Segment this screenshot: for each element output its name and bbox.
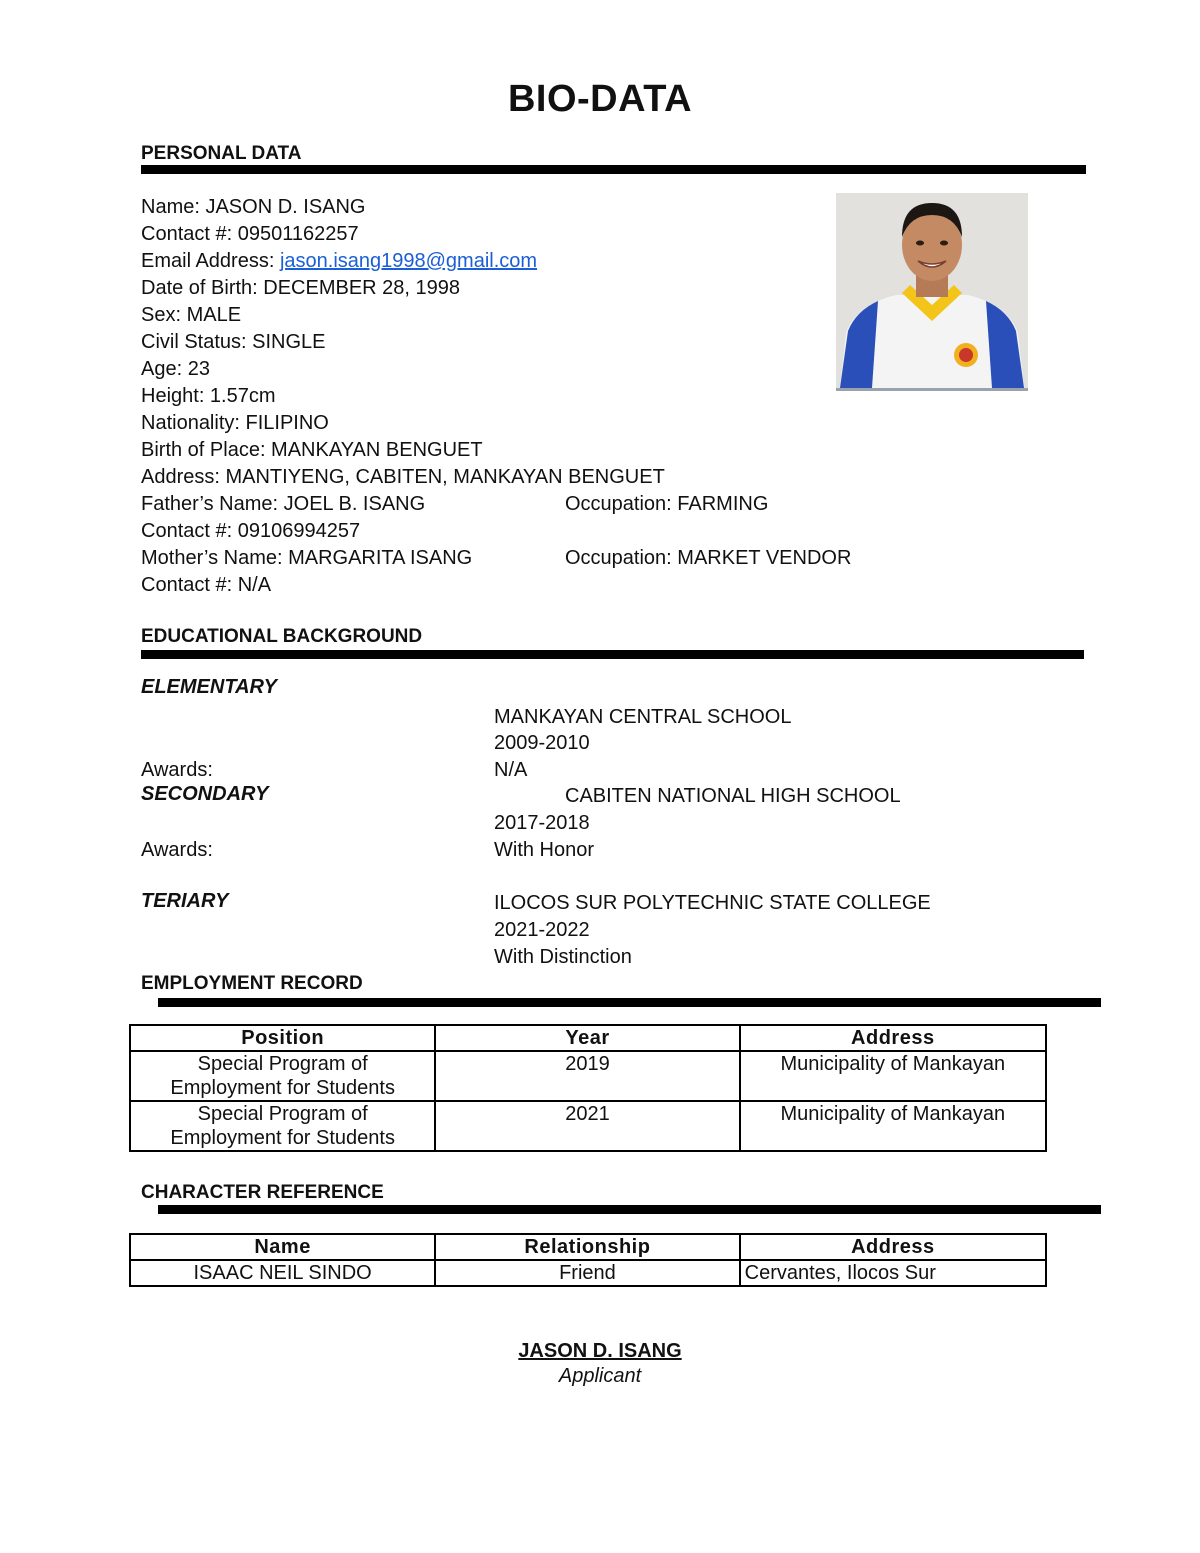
sex-line: Sex: MALE [141, 304, 242, 326]
tertiary-awards: With Distinction [494, 946, 632, 968]
year-cell: 2019 [435, 1051, 739, 1101]
father-occupation-line: Occupation: FARMING [565, 493, 769, 515]
applicant-photo [836, 193, 1028, 391]
table-row [130, 1051, 1046, 1101]
email-line [141, 248, 537, 275]
table-row [130, 1101, 1046, 1151]
page-title: BIO-DATA [507, 78, 693, 120]
secondary-school: CABITEN NATIONAL HIGH SCHOOL [565, 785, 901, 807]
tertiary-year: 2021-2022 [494, 919, 590, 941]
reference-heading: CHARACTER REFERENCE [141, 1182, 384, 1203]
address-line: Address: MANTIYENG, CABITEN, MANKAYAN BENGUET [141, 466, 665, 488]
column-header: Name [130, 1234, 435, 1260]
contact-line: Contact #: 09501162257 [141, 223, 359, 245]
secondary-year: 2017-2018 [494, 812, 590, 834]
elementary-awards: N/A [494, 759, 528, 781]
reference-name-cell: ISAAC NEIL SINDO [130, 1260, 435, 1286]
position-cell [130, 1101, 435, 1151]
dob-line: Date of Birth: DECEMBER 28, 1998 [141, 277, 461, 299]
elementary-awards-label: Awards: [141, 759, 213, 781]
name-line: Name: JASON D. ISANG [141, 196, 366, 218]
column-header: Address [740, 1234, 1046, 1260]
column-header: Address [740, 1025, 1046, 1051]
education-heading: EDUCATIONAL BACKGROUND [141, 626, 423, 647]
address-cell: Municipality of Mankayan [740, 1101, 1046, 1151]
reference-table [129, 1233, 1047, 1287]
tertiary-school: ILOCOS SUR POLYTECHNIC STATE COLLEGE [494, 892, 931, 914]
position-cell [130, 1051, 435, 1101]
portrait-image [836, 193, 1028, 388]
height-line: Height: 1.57cm [141, 385, 276, 407]
mother-occupation-line: Occupation: MARKET VENDOR [565, 547, 852, 569]
column-header: Position [130, 1025, 435, 1051]
mother-name-line: Mother’s Name: MARGARITA ISANG [141, 547, 473, 569]
address-cell: Municipality of Mankayan [740, 1051, 1046, 1101]
section-divider [141, 165, 1086, 174]
employment-table [129, 1024, 1047, 1152]
father-name-line: Father’s Name: JOEL B. ISANG [141, 493, 426, 515]
father-contact-line: Contact #: 09106994257 [141, 520, 361, 542]
address-cell: Cervantes, Ilocos Sur [740, 1260, 1046, 1286]
mother-contact-line: Contact #: N/A [141, 574, 272, 596]
nationality-line: Nationality: FILIPINO [141, 412, 329, 434]
column-header: Relationship [435, 1234, 739, 1260]
section-divider [158, 998, 1101, 1007]
secondary-label: SECONDARY [141, 783, 269, 805]
position-text: Special Program of [197, 1103, 368, 1125]
elementary-school: MANKAYAN CENTRAL SCHOOL [494, 706, 792, 728]
section-divider [141, 650, 1084, 659]
table-header-row [130, 1234, 1046, 1260]
year-cell: 2021 [435, 1101, 739, 1151]
position-text: Employment for Students [170, 1077, 395, 1099]
secondary-awards: With Honor [494, 839, 595, 861]
email-label: Email Address: [141, 250, 280, 272]
secondary-awards-label: Awards: [141, 839, 213, 861]
table-row [130, 1260, 1046, 1286]
signature-role: Applicant [558, 1365, 642, 1387]
tertiary-label: TERIARY [141, 890, 229, 912]
elementary-label: ELEMENTARY [141, 676, 277, 698]
elementary-year: 2009-2010 [494, 732, 590, 754]
position-text: Special Program of [197, 1053, 368, 1075]
table-header-row [130, 1025, 1046, 1051]
civil-status-line: Civil Status: SINGLE [141, 331, 326, 353]
relationship-cell: Friend [435, 1260, 739, 1286]
section-divider [158, 1205, 1101, 1214]
signature-name: JASON D. ISANG [518, 1340, 682, 1362]
age-line: Age: 23 [141, 358, 210, 380]
position-text: Employment for Students [170, 1127, 395, 1149]
birth-place-line: Birth of Place: MANKAYAN BENGUET [141, 439, 483, 461]
column-header: Year [435, 1025, 739, 1051]
personal-data-heading: PERSONAL DATA [141, 143, 302, 164]
employment-heading: EMPLOYMENT RECORD [141, 973, 363, 994]
email-link[interactable]: jason.isang1998@gmail.com [279, 250, 538, 272]
